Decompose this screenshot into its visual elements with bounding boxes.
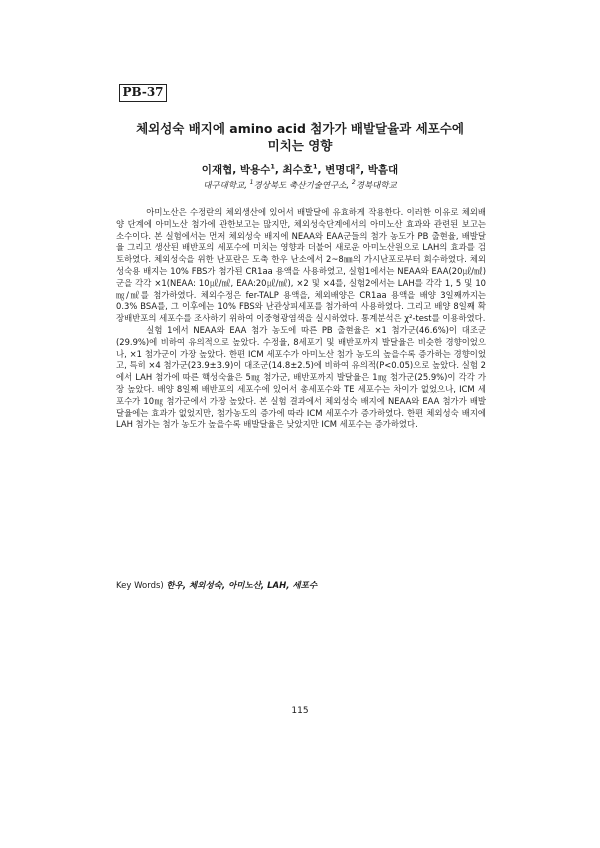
affiliation-1-mark: 1 <box>249 179 254 187</box>
author-2-affil-mark: 1 <box>270 162 275 171</box>
affiliation-list <box>110 180 490 192</box>
author-2: 박용수 <box>239 164 271 176</box>
page-number: 115 <box>291 706 309 716</box>
abstract-paragraph-results: 실험 1에서 NEAA와 EAA 첨가 농도에 따른 PB 출현율은 ×1 첨가군(46.6%)이 대조군(29.9%)에 비하여 유의적으로 높았다. 수정율, 8세포기 및 배반포까지 발달율은 비슷한 경향이었으나, ×1 첨가군이 가장 높았다. 한편 ICM 세포수가 아미노산 첨가 농도의 높을수록 증가하는 경향이었고, 특히 ×4 첨가군(23.9±3.9)이 대조군(14.8±2.5)에 비하여 유의적(P<0.05)으로 높았다. 실험 2에서 LAH 첨가에 따른 핵성숙율은 5㎎ 첨가군, 배반포까지 발달율은 1㎎ 첨가군(25.9%)이 각각 가장 높았다. 배양 8일째 배반포의 세포수에 있어서 총세포수와 TE 세포수는 차이가 없었으나, ICM 세포수가 10㎎ 첨가군에서 가장 높았다. 본 실험 결과에서 체외성숙 배지에 NEAA와 EAA 첨가가 배발달율에는 효과가 없었지만, 첨가농도의 증가에 따라 ICM 세포수가 증가하였다. 한편 체외성숙 배지에 LAH 첨가는 첨가 농도가 높을수록 배발달율은 낮았지만 ICM 세포수는 증가하였다. <box>116 324 486 430</box>
title-line-2: 미치는 영향 <box>267 138 333 153</box>
affiliation-0: 대구대학교, <box>203 181 250 191</box>
affiliation-2: 경북대학교 <box>355 181 397 191</box>
author-separator: , <box>274 164 283 176</box>
paper-title <box>110 120 490 154</box>
author-separator: , <box>360 164 368 176</box>
keywords-terms: 한우, 체외성숙, 아미노산, LAH, 세포수 <box>166 581 318 591</box>
author-list <box>110 163 490 177</box>
keywords <box>116 580 486 592</box>
session-label: PB-37 <box>119 84 167 102</box>
affiliation-1: 경상북도 축산기술연구소, <box>253 181 352 191</box>
affiliation-2-mark: 2 <box>351 179 356 187</box>
author-3: 최수호 <box>282 164 313 176</box>
author-3-affil-mark: 1 <box>312 162 318 171</box>
author-separator: , <box>232 164 240 176</box>
title-line-1: 체외성숙 배지에 amino acid 첨가가 배발달율과 세포수에 <box>136 121 464 136</box>
keywords-label: Key Words) <box>116 581 167 591</box>
abstract-body <box>116 207 486 431</box>
author-4-affil-mark: 2 <box>355 162 361 171</box>
author-1: 이재협 <box>201 164 233 176</box>
author-5: 박흠대 <box>367 164 399 176</box>
author-4: 변명대 <box>325 164 356 176</box>
author-separator: , <box>317 164 326 176</box>
abstract-paragraph-methods: 아미노산은 수정란의 체외생산에 있어서 배발달에 유효하게 작용한다. 이러한 이유로 체외배양 단계에 아미노산 첨가에 관한보고는 많지만, 체외성숙단계에서의 아미노산 효과와 관련된 보고는 소수이다. 본 실험에서는 먼저 체외성숙 배지에 NEAA와 EAA군들의 첨가 농도가 PB 출현율, 배발달율 그리고 생산된 배반포의 세포수에 미치는 영향과 더불어 새로운 아미노산원으로 LAH의 효과를 검토하였다. 체외성숙을 위한 난포란은 도축 한우 난소에서 2~8㎜의 가시난포로부터 회수하였다. 체외성숙용 배지는 10% FBS가 첨가된 CR1aa 용액을 사용하였고, 실험1에서는 NEAA와 EAA(20㎕/㎖)군을 각각 ×1(NEAA: 10㎕/㎖, EAA:20㎕/㎖), ×2 및 ×4를, 실험2에서는 LAH를 각각 1, 5 및 10 ㎎/㎖를 첨가하였다. 체외수정은 fer-TALP 용액을, 체외배양은 CR1aa 용액을 배양 3일째까지는 0.3% BSA를, 그 이후에는 10% FBS와 난관상피세포를 첨가하여 사용하였다. 그리고 배양 8일째 확장배반포의 세포수를 조사하기 위하여 이중형광염색을 실시하였다. 통계분석은 χ²-test를 이용하였다. <box>116 207 486 324</box>
